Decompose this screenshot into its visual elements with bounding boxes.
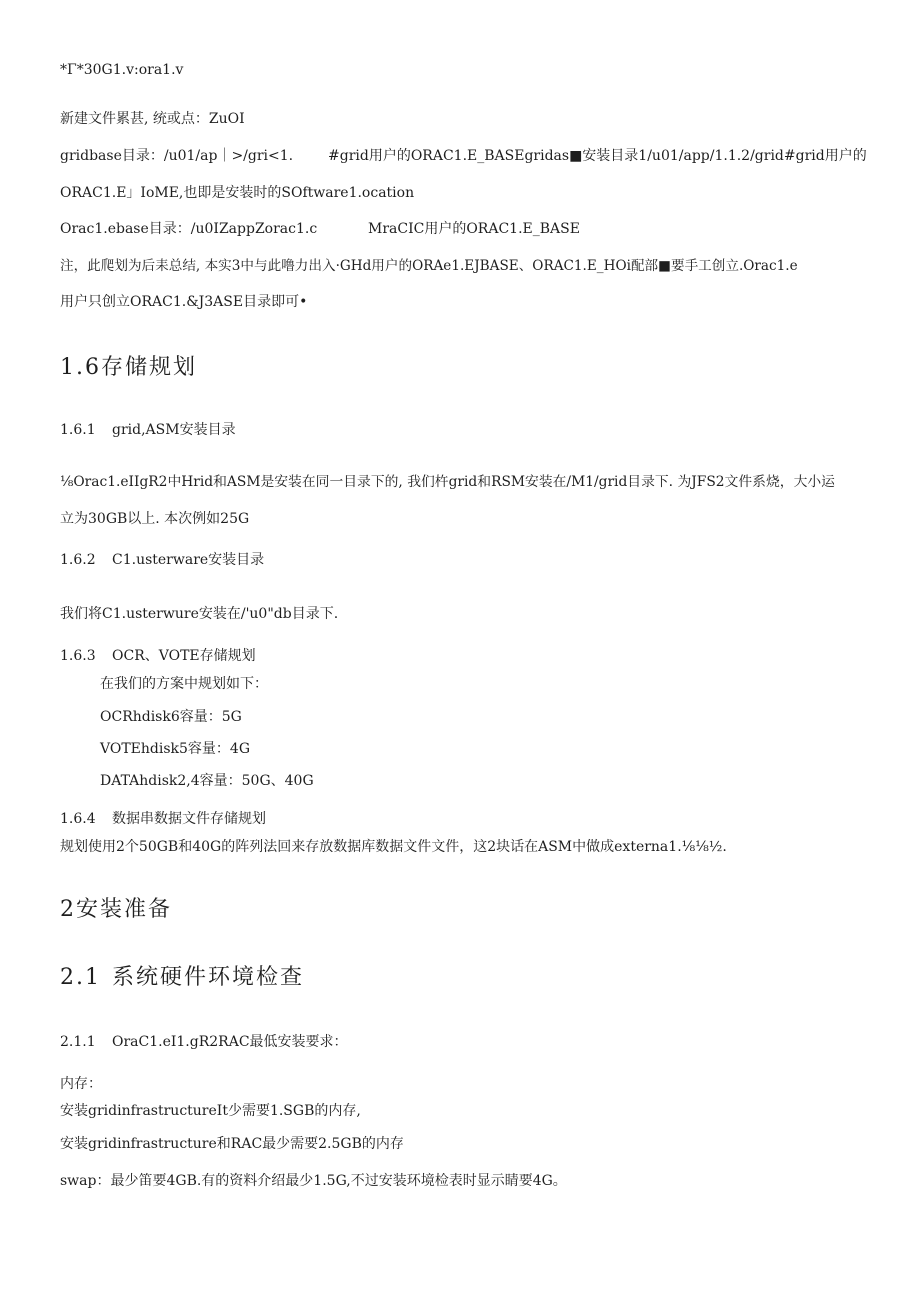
requirement-swap: swap：最少笛要4GB.有的资料介绍最少1.5G,不过安装环境检表时显示睛要4G。 (60, 1173, 567, 1189)
subsection-number: 1.6.3 (60, 648, 96, 664)
chapter-title: 安装准备 (76, 897, 173, 922)
text-line-5-right: MraCIC用户的ORAC1.E_BASE (368, 221, 580, 237)
subsection-number: 1.6.1 (60, 422, 96, 438)
subsection-heading-1-6-4 (60, 810, 266, 828)
section-heading-2-1 (60, 964, 304, 992)
chapter-number: 2 (60, 897, 76, 922)
memory-label: 内存： (60, 1076, 102, 1092)
subsection-heading-2-1-1 (60, 1033, 348, 1051)
section-number: 1.6 (60, 355, 101, 380)
text-line-7: 用户只创立ORAC1.&J3ASE目录即可• (60, 294, 308, 310)
subsection-number: 1.6.4 (60, 811, 96, 827)
subsection-number: 1.6.2 (60, 552, 96, 568)
chapter-heading-2 (60, 896, 172, 924)
section-number: 2.1 (60, 965, 101, 990)
requirement-rac-memory: 安装gridinfrastructure和RAC最少需要2.5GB的内存 (60, 1136, 404, 1152)
subsection-title: grid,ASM安装目录 (112, 422, 236, 438)
text-line-2: 新建文件累甚, 统或点：ZuOI (60, 111, 245, 127)
subsection-number: 2.1.1 (60, 1034, 96, 1050)
section-title: 系统硬件环境检查 (112, 965, 305, 990)
subsection-heading-1-6-3 (60, 647, 256, 665)
subsection-title: OraC1.eI1.gR2RAC最低安装要求： (112, 1034, 348, 1050)
section-title: 存储规划 (101, 355, 198, 380)
requirement-grid-memory: 安装gridinfrastructureIt少需要1.SGB的内存, (60, 1103, 361, 1119)
text-line-5-left: Orac1.ebase目录：/u0IZappZorac1.c (60, 221, 318, 237)
paragraph-1-6-4: 规划使用2个50GB和40G的阵列法回来存放数据库数据文件文件，这2块话在ASM中做成externa1.⅛⅛½. (60, 839, 727, 855)
text-line-1: *Γ*30G1.v:ora1.v (60, 62, 184, 78)
subsection-title: C1.usterware安装目录 (112, 552, 265, 568)
paragraph-1-6-1-line-2: 立为30GB以上. 本次例如25G (60, 511, 250, 527)
subsection-heading-1-6-1 (60, 421, 236, 439)
text-line-4: ORAC1.E」IoME,也即是安装时的SOftware1.ocation (60, 185, 415, 201)
plan-vote: VOTEhdisk5容量：4G (100, 741, 251, 757)
paragraph-1-6-2: 我们将C1.usterwure安装在/'u0"db目录下. (60, 606, 339, 622)
plan-intro: 在我们的方案中规划如下： (100, 676, 268, 692)
subsection-title: OCR、VOTE存储规划 (112, 648, 256, 664)
subsection-heading-1-6-2 (60, 551, 264, 569)
text-line-3-right: #grid用户的ORAC1.E_BASEgridas■安装目录1/u01/app/1.1.2/grid#grid用户的 (328, 148, 867, 164)
text-line-6: 注，此爬划为后耒总结, 本实3中与此噜力出入·GHd用户的ORAe1.EJBASE、ORAC1.E_HOi配部■要手工创立.Orac1.e (60, 258, 798, 274)
paragraph-1-6-1-line-1: ⅛Orac1.eIIgR2中Hrid和ASM是安装在同一目录下的, 我们杵grid和RSM安装在/M1/grid目录下. 为JFS2文件系烧，大小运 (60, 474, 835, 490)
section-heading-1-6 (60, 354, 197, 382)
plan-data: DATAhdisk2,4容量：50G、40G (100, 773, 314, 789)
subsection-title: 数据串数据文件存储规划 (112, 811, 266, 827)
text-line-3-left: gridbase目录：/u01/ap｜>/gri<1. (60, 148, 294, 164)
plan-ocr: OCRhdisk6容量：5G (100, 709, 242, 725)
